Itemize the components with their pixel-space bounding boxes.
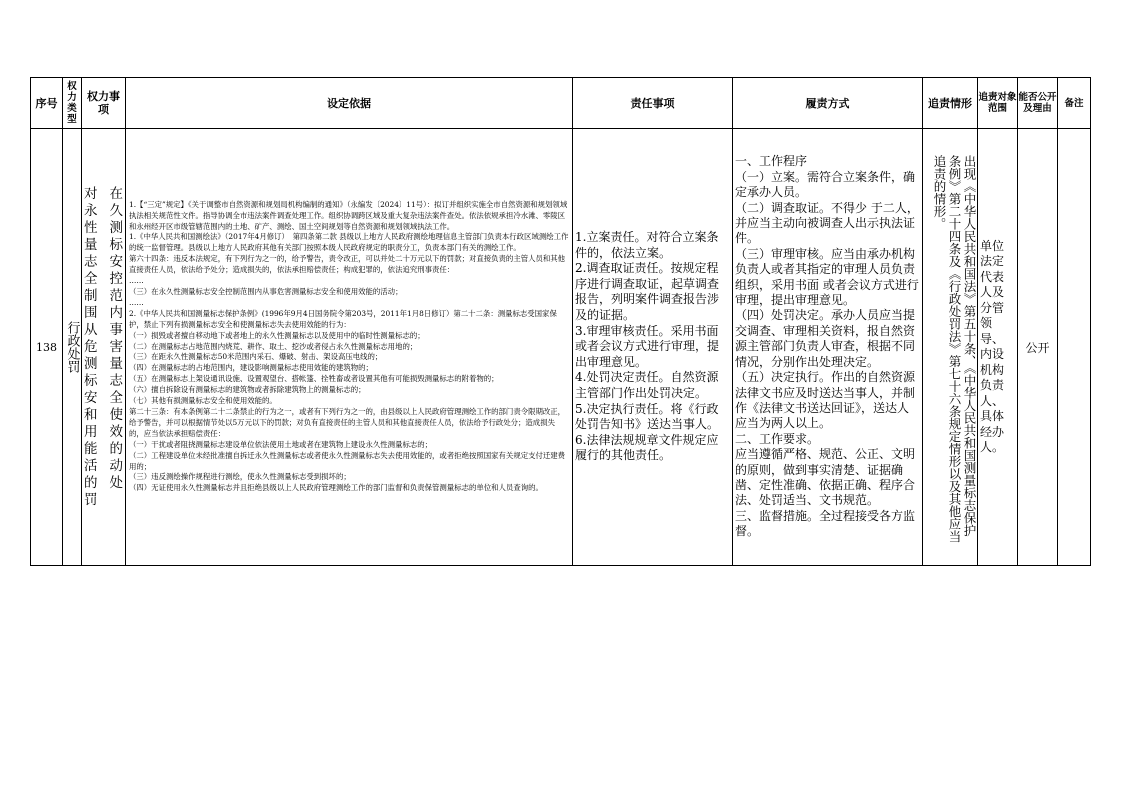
- cell-responsibility: [573, 129, 733, 566]
- header-target: 追责对象范围: [978, 78, 1018, 129]
- method-item: （五）决定执行。作出的自然资源法律文书应及时送达当事人，并制作《法律文书送达回证》，送达人应当为两人以上。: [735, 370, 916, 431]
- basis-para: 1.【“三定”规定】《关于调整市自然资源和规划局机构编制的通知》（永编发〔2024〕11号）：拟订并组织实施全市自然资源和规划领域执法相关规范性文件。指导协调全市违法案件调查处理工作。组织协调跨区域及重大复杂违法案件查处。依法依规承担冷水滩、零陵区和永州经开区市级管辖范围内的土地、矿产、测绘、国土空间规划等自然资源和规划领域执法工作。: [129, 199, 568, 231]
- target-value: 单位法定代表人及分管领导、内设机构负责人、具体经办人。: [980, 238, 1005, 454]
- seq-value: 138: [36, 340, 57, 354]
- table-row: [31, 129, 1091, 566]
- basis-para: 第六十四条：违反本法规定，有下列行为之一的，给予警告，责令改正，可以并处二十万元以下的罚款；对直接负责的主管人员和其他直接责任人员，依法给予处分；造成损失的，依法承担赔偿责任；构成犯罪的，依法追究刑事责任：: [129, 254, 566, 275]
- basis-para: （三）在永久性测量标志安全控制范围内从事危害测量标志安全和使用效能的活动；: [129, 287, 403, 297]
- resp-item: 1.立案责任。对符合立案条件的，依法立案。: [575, 230, 719, 260]
- header-seq: 序号: [31, 78, 63, 129]
- header-row: [31, 78, 1091, 129]
- header-public: 能否公开及理由: [1018, 78, 1058, 129]
- cell-power-type: [63, 129, 82, 566]
- method-item: 二、工作要求。: [735, 431, 820, 446]
- cell-target: [978, 129, 1018, 566]
- header-power-item: 权力事项: [82, 78, 126, 129]
- resp-item: 5.决定执行责任。将《行政处罚告知书》送达当事人。: [575, 401, 720, 432]
- power-type-value: 行政处罚: [64, 321, 80, 373]
- basis-para: （六）擅自拆除设有测量标志的建筑物或者拆除建筑物上的测量标志的；: [129, 385, 366, 395]
- resp-item: 4.处罚决定责任。自然资源主管部门作出处罚决定。: [575, 370, 719, 400]
- header-power-type: 权力类型: [63, 78, 82, 129]
- basis-text: [126, 200, 572, 494]
- public-value: 公开: [1025, 340, 1050, 355]
- method-item: 一、工作程序: [735, 154, 808, 169]
- cell-basis: [126, 129, 573, 566]
- header-basis: 设定依据: [126, 78, 573, 129]
- basis-para: 2.《中华人民共和国测量标志保护条例》(1996年9月4日国务院令第203号，2011年1月8日修订）第二十二条：测量标志受国家保护，禁止下列有损测量标志安全和使测量标志失去使用效能的行为：: [129, 308, 557, 329]
- power-list-table: [30, 77, 1091, 566]
- basis-para: （一）损毁或者擅自移动地下或者地上的永久性测量标志以及使用中的临时性测量标志的；: [129, 330, 425, 340]
- header-responsibility: 责任事项: [573, 78, 733, 129]
- resp-item: 3.审理审核责任。采用书面或者会议方式进行审理，提出审理意见。: [575, 323, 720, 369]
- responsibility-text: [573, 230, 732, 464]
- method-item: （一）立案。需符合立案条件，确定承办人员。: [735, 169, 916, 200]
- cell-public: [1018, 129, 1058, 566]
- power-item-value: 对在永久性测量标志安全控制范围内从事危害测量标志安全和使用效能的活动的处罚: [84, 185, 123, 508]
- cell-accountability: [923, 129, 978, 566]
- method-text: [733, 154, 922, 539]
- basis-para: （三）在距永久性测量标志50米范围内采石、爆破、射击、架设高压电线的；: [129, 352, 383, 362]
- header-note: 备注: [1058, 78, 1091, 129]
- basis-para: （五）在测量标志上架设通讯设施、设置观望台、搭帐篷、拴牲畜或者设置其他有可能损毁测量标志的附着物的；: [129, 374, 499, 384]
- basis-para: （七）其他有损测量标志安全和使用效能的。: [129, 396, 277, 406]
- basis-para: （三）违反测绘操作规程进行测绘，使永久性测量标志受到损坏的；: [129, 472, 351, 482]
- basis-para: ……: [129, 276, 144, 286]
- basis-para: （四）在测量标志的占地范围内，建设影响测量标志使用效能的建筑物的；: [129, 363, 373, 373]
- resp-item: 2.调查取证责任。按规定程序进行调查取证，起草调查报告，列明案件调查报告涉及的证据。: [575, 261, 720, 323]
- basis-para: ……: [129, 297, 144, 307]
- cell-power-item: [82, 129, 126, 566]
- cell-note: [1058, 129, 1091, 566]
- basis-para: （二）在测量标志占地范围内烧荒、耕作、取土、挖沙或者侵占永久性测量标志用地的；: [129, 341, 418, 351]
- basis-para: 1.《中华人民共和国测绘法》（2017年4月修订） 第四条第二款 县级以上地方人民政府测绘地理信息主管部门负责本行政区域测绘工作的统一监督管理。县级以上地方人民政府其他有关部门按照本级人民政府规定的职责分工，负责本部门有关的测绘工作。: [129, 232, 569, 253]
- resp-item: 6.法律法规规章文件规定应履行的其他责任。: [575, 432, 719, 463]
- accountability-value: 出现《中华人民共和国法》第五十条、《中华人民共和国测量标志保护条例》第二十四条及《行政处罚法》第七十六条规定情形以及其他应当追责的情形。: [932, 155, 977, 543]
- basis-para: （二）工程建设单位未经批准擅自拆迁永久性测量标志或者使永久性测量标志失去使用效能的，或者拒绝按照国家有关规定支付迁建费用的；: [129, 450, 566, 471]
- method-item: （二）调查取证。不得少 于二人，并应当主动向被调查人出示执法证件。: [735, 200, 919, 246]
- basis-para: （一）干扰或者阻挠测量标志建设单位依法使用土地或者在建筑物上建设永久性测量标志的；: [129, 439, 433, 449]
- header-method: 履责方式: [733, 78, 923, 129]
- method-item: 应当遵循严格、规范、公正、文明的原则，做到事实清楚、证据确凿、定性准确、依据正确、程序合法、处罚适当、文书规范。: [735, 447, 916, 508]
- method-item: （四）处罚决定。承办人员应当提交调查、审理相关资料，报自然资源主管部门负责人审查，根据不同情况，分别作出处理决定。: [735, 308, 916, 369]
- basis-para: （四）无证使用永久性测量标志并且拒绝县级以上人民政府管理测绘工作的部门监督和负责保管测量标志的单位和人员查询的。: [129, 483, 543, 493]
- accountability-text: [923, 129, 977, 565]
- method-item: （三）审理审核。应当由承办机构负责人或者其指定的审理人员负责组织，采用书面 或者会议方式进行审理，提出审理意见。: [735, 246, 919, 308]
- header-accountability: 追责情形: [923, 78, 978, 129]
- method-item: 三、监督措施。全过程接受各方监督。: [735, 508, 916, 539]
- cell-method: [733, 129, 923, 566]
- cell-seq: [31, 129, 63, 566]
- basis-para: 第二十三条：有本条例第二十二条禁止的行为之一，或者有下列行为之一的，由县级以上人民政府管理测绘工作的部门责令限期改正，给予警告，并可以根据情节处以5万元以下的罚款；对负有直接责任的主管人员和其他直接责任人员，依法给予行政处分；造成损失的，应当依法承担赔偿责任：: [129, 406, 566, 438]
